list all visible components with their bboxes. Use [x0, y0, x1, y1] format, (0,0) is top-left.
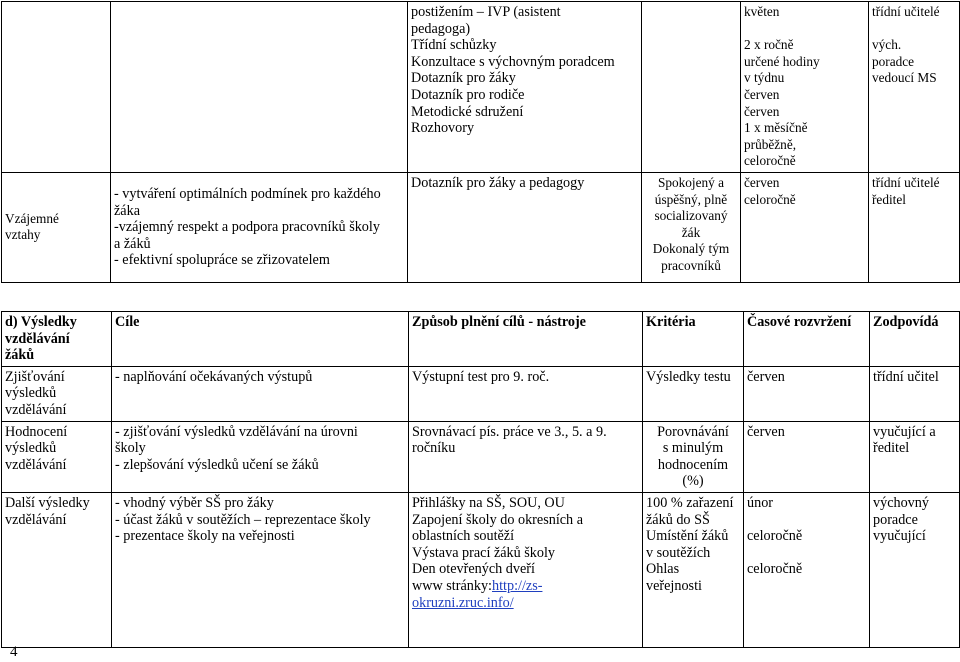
text-line: hodnocením [657, 456, 729, 473]
text-line: celoročně [744, 191, 796, 207]
cell-responsible-relations [869, 172, 960, 282]
text-line: žák [681, 224, 701, 240]
header-cile: Cíle [112, 312, 409, 367]
cell-empty [642, 2, 741, 173]
text-line [747, 545, 866, 562]
text-line: výsledků [5, 385, 57, 402]
text-line: Srovnávací pís. práce ve 3., 5. a 9. [412, 423, 607, 440]
text-line: Dotazník pro žáky [411, 70, 516, 87]
text-line: Další výsledky [5, 494, 90, 511]
page-number: 4 [10, 644, 18, 660]
text-line: oblastních soutěží [412, 528, 515, 545]
cell-area [2, 421, 112, 492]
text-line: třídní učitel [873, 368, 939, 385]
results-table [1, 311, 960, 648]
text-line: Ohlas [646, 561, 680, 578]
text-line: vzdělávání [5, 401, 67, 418]
text-line: poradce [872, 53, 915, 69]
text-line: Porovnávání [657, 423, 729, 440]
cell-time [744, 421, 870, 492]
header-zpusob: Způsob plnění cílů - nástroje [409, 312, 643, 367]
cell-empty [2, 2, 111, 173]
text-line: celoročně [747, 528, 803, 545]
text-line: vztahy [5, 227, 41, 243]
text-line: pracovníků [661, 257, 721, 273]
cell-area [2, 366, 112, 421]
text-line: květen [744, 4, 780, 19]
text-line: Rozhovory [411, 120, 475, 137]
website-link[interactable]: http://zs- [492, 577, 543, 594]
text-line: Dotazník pro rodiče [411, 86, 525, 103]
cell-responsible-prev [869, 2, 960, 173]
cell-goal [112, 421, 409, 492]
text-line: - zjišťování výsledků vzdělávání na úrovni [115, 423, 358, 440]
text-line: žáka [114, 202, 140, 219]
table-row [2, 492, 960, 647]
text-line: postižením – IVP (asistent [411, 4, 561, 20]
text-line: červen [744, 86, 780, 102]
text-line: Spokojený a [657, 174, 725, 190]
text-line: Zapojení školy do okresních a [412, 511, 583, 528]
text-line: - účast žáků v soutěžích – reprezentace školy [115, 511, 371, 528]
cell-criteria [643, 421, 744, 492]
text-line: (%) [682, 473, 704, 490]
text-line: pedagoga) [411, 20, 471, 37]
text-line: v týdnu [744, 70, 785, 86]
text-line: - efektivní spolupráce se zřizovatelem [114, 252, 330, 269]
website-prefix: www stránky: [412, 577, 492, 594]
text-line: vyučující [873, 528, 926, 545]
text-line: - prezentace školy na veřejnosti [115, 528, 295, 545]
text-line: veřejnosti [646, 577, 702, 594]
cell-responsible [870, 366, 960, 421]
top-table [1, 1, 960, 283]
text-line: ročníku [412, 440, 456, 457]
text-line: Den otevřených dveří [412, 561, 535, 578]
text-line: vyučující a [873, 423, 936, 440]
text-line: vzdělávání [5, 330, 70, 347]
website-link-continued[interactable]: okruzni.zruc.info/ [412, 594, 514, 611]
website-line [412, 578, 639, 595]
text-line: třídní učitelé [872, 174, 940, 190]
text-line: poradce [873, 511, 918, 528]
text-line: úspěšný, plně [654, 191, 728, 207]
text-line: s minulým [662, 440, 724, 457]
text-line: červen [744, 103, 780, 119]
text-line [744, 21, 865, 38]
table-row [2, 421, 960, 492]
text-line: červen [744, 174, 780, 190]
cell-area-relations [2, 172, 111, 282]
text-line: Dokonalý tým [652, 241, 730, 257]
cell-goals-relations [111, 172, 408, 282]
text-line: červen [747, 423, 785, 440]
text-line: socializovaný [654, 208, 728, 224]
text-line: -vzájemný respekt a podpora pracovníků školy [114, 219, 380, 236]
table-row [2, 2, 960, 173]
text-line: Dotazník pro žáky a pedagogy [411, 174, 585, 191]
text-line: Hodnocení [5, 423, 68, 440]
text-line: ředitel [873, 440, 910, 457]
text-line: Výstupní test pro 9. roč. [412, 368, 550, 385]
text-line: vzdělávání [5, 456, 67, 473]
text-line: 100 % zařazení [646, 494, 734, 511]
text-line: červen [747, 368, 785, 385]
cell-criteria-relations [642, 172, 741, 282]
text-line: a žáků [114, 235, 151, 252]
text-line: vých. [872, 37, 902, 53]
text-line: 1 x měsíčně [744, 120, 808, 136]
cell-tools-prev [408, 2, 642, 173]
table-row [2, 172, 960, 282]
cell-responsible [870, 492, 960, 647]
cell-empty [111, 2, 408, 173]
text-line: - zlepšování výsledků učení se žáků [115, 456, 319, 473]
text-line [747, 512, 866, 529]
text-line: - vytváření optimálních podmínek pro každého [114, 185, 381, 202]
text-line: průběžně, [744, 136, 797, 152]
cell-time [744, 492, 870, 647]
text-line: Výsledky testu [646, 368, 731, 385]
text-line: Zjišťování [5, 368, 65, 385]
text-line: výsledků [5, 440, 57, 457]
cell-goal [112, 366, 409, 421]
cell-criteria [643, 492, 744, 647]
text-line: určené hodiny [744, 53, 820, 69]
text-line: 2 x ročně [744, 37, 794, 53]
text-line: d) Výsledky [5, 314, 77, 330]
text-line: celoročně [747, 561, 803, 578]
text-line: Konzultace s výchovným poradcem [411, 53, 615, 70]
cell-tool [409, 492, 643, 647]
text-line: Výstava prací žáků školy [412, 544, 556, 561]
header-kriteria: Kritéria [643, 312, 744, 367]
text-line: žáků do SŠ [646, 511, 710, 528]
cell-time-relations [741, 172, 869, 282]
text-line: - vhodný výběr SŠ pro žáky [115, 494, 274, 511]
text-line: vedoucí MS [872, 70, 937, 86]
text-line: Třídní schůzky [411, 37, 497, 54]
cell-goal [112, 492, 409, 647]
text-line: školy [115, 440, 146, 457]
text-line: únor [747, 494, 774, 511]
text-line: ředitel [872, 191, 906, 207]
cell-criteria [643, 366, 744, 421]
text-line: Umístění žáků [646, 528, 729, 545]
table-row [2, 366, 960, 421]
text-line: - naplňování očekávaných výstupů [115, 368, 313, 385]
cell-time-prev [741, 2, 869, 173]
text-line: Metodické sdružení [411, 103, 524, 120]
cell-responsible [870, 421, 960, 492]
text-line: vzdělávání [5, 511, 67, 528]
cell-tool [409, 421, 643, 492]
text-line: výchovný [873, 494, 929, 511]
cell-area [2, 492, 112, 647]
cell-time [744, 366, 870, 421]
tool-lines [412, 495, 639, 578]
section-heading [2, 312, 112, 367]
text-line: v soutěžích [646, 544, 711, 561]
text-line: žáků [5, 347, 35, 364]
text-line: třídní učitelé [872, 4, 940, 19]
text-line: celoročně [744, 153, 796, 169]
cell-tool [409, 366, 643, 421]
header-casove: Časové rozvržení [744, 312, 870, 367]
text-line: Přihlášky na SŠ, SOU, OU [412, 494, 565, 511]
text-line: Vzájemné [5, 210, 59, 226]
table-header-row [2, 312, 960, 367]
text-line [872, 21, 956, 38]
header-zodpovida: Zodpovídá [870, 312, 960, 367]
cell-tools-relations [408, 172, 642, 282]
